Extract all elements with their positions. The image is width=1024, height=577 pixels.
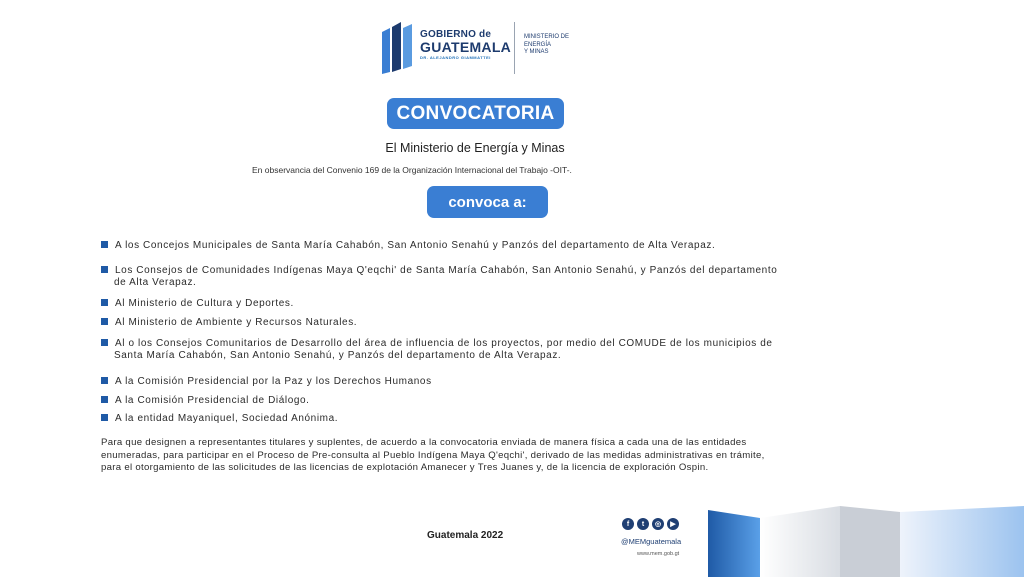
item-text: A la entidad Mayaniquel, Sociedad Anónima. [115, 413, 339, 424]
list-item [101, 265, 777, 289]
list-item [101, 240, 715, 252]
convoca-label: convoca a: [427, 186, 548, 218]
logo-president-text: DR. ALEJANDRO GIAMMATTEI [420, 55, 491, 60]
ministry-line-1: MINISTERIO DE [524, 34, 570, 40]
list-item [101, 317, 357, 329]
list-item [101, 413, 338, 425]
item-text: Al Ministerio de Ambiente y Recursos Naturales. [115, 317, 358, 328]
issuer-text: El Ministerio de Energía y Minas [385, 141, 565, 155]
ministry-line-3: Y MINAS [524, 49, 549, 55]
website-link[interactable]: www.mem.gob.gt [637, 551, 680, 557]
item-text: A la Comisión Presidencial de Diálogo. [115, 395, 310, 406]
observance-text: En observancia del Convenio 169 de la Organización Internacional del Trabajo -OIT-. [252, 165, 572, 175]
item-text: Al Ministerio de Cultura y Deportes. [115, 298, 294, 309]
bullet-square-icon [101, 339, 108, 346]
bullet-square-icon [101, 299, 108, 306]
paragraph-line: para el otorgamiento de las solicitudes de las licencias de explotación Amanecer y Tres Juanes y, de la licencia de exploración Ospin. [101, 462, 709, 473]
ministry-line-2: ENERGÍA [524, 41, 552, 48]
list-item [101, 338, 773, 362]
decorative-ribbon-graphic [700, 506, 1024, 577]
youtube-icon[interactable]: ▶ [667, 518, 679, 530]
facebook-icon[interactable]: f [622, 518, 634, 530]
paragraph-line: Para que designen a representantes titulares y suplentes, de acuerdo a la convocatoria enviada de manera física a cada una de las entidades [101, 437, 747, 448]
bullet-square-icon [101, 241, 108, 248]
item-text-cont: Santa María Cahabón, San Antonio Senahú, y Panzós del departamento de Alta Verapaz. [114, 350, 562, 361]
bullet-square-icon [101, 396, 108, 403]
item-text: Al o los Consejos Comunitarios de Desarrollo del área de influencia de los proyectos, por medio del COMUDE de los municipios de [115, 338, 773, 349]
logo-guatemala-text: GUATEMALA [420, 39, 512, 55]
bullet-square-icon [101, 318, 108, 325]
purpose-paragraph [101, 437, 901, 475]
bullet-square-icon [101, 377, 108, 384]
twitter-icon[interactable]: t [637, 518, 649, 530]
bullet-square-icon [101, 414, 108, 421]
logo-gobierno-text: GOBIERNO de [420, 29, 492, 40]
ministry-name [524, 34, 584, 57]
item-text: A los Concejos Municipales de Santa María Cahabón, San Antonio Senahú y Panzós del departamento de Alta Verapaz. [115, 240, 716, 251]
bullet-square-icon [101, 266, 108, 273]
item-text: A la Comisión Presidencial por la Paz y los Derechos Humanos [115, 376, 432, 387]
list-item [101, 298, 294, 310]
footer-year: Guatemala 2022 [427, 530, 504, 541]
guatemala-logo-bars-icon [382, 22, 412, 74]
item-text: Los Consejos de Comunidades Indígenas Maya Q'eqchi' de Santa María Cahabón, San Antonio Senahú, y Panzós del departamento [115, 265, 778, 276]
logo-divider [514, 22, 515, 74]
paragraph-line: enumeradas, para participar en el Proceso de Pre-consulta al Pueblo Indígena Maya Q'eqchi', derivado de las medidas administrativas en trámite, [101, 449, 765, 461]
list-item [101, 395, 310, 407]
social-handle[interactable]: @MEMguatemala [621, 537, 682, 546]
item-text-cont: de Alta Verapaz. [114, 277, 197, 288]
list-item [101, 376, 432, 388]
convocatoria-title: CONVOCATORIA [387, 98, 564, 129]
social-icons [622, 518, 679, 530]
instagram-icon[interactable]: ◎ [652, 518, 664, 530]
